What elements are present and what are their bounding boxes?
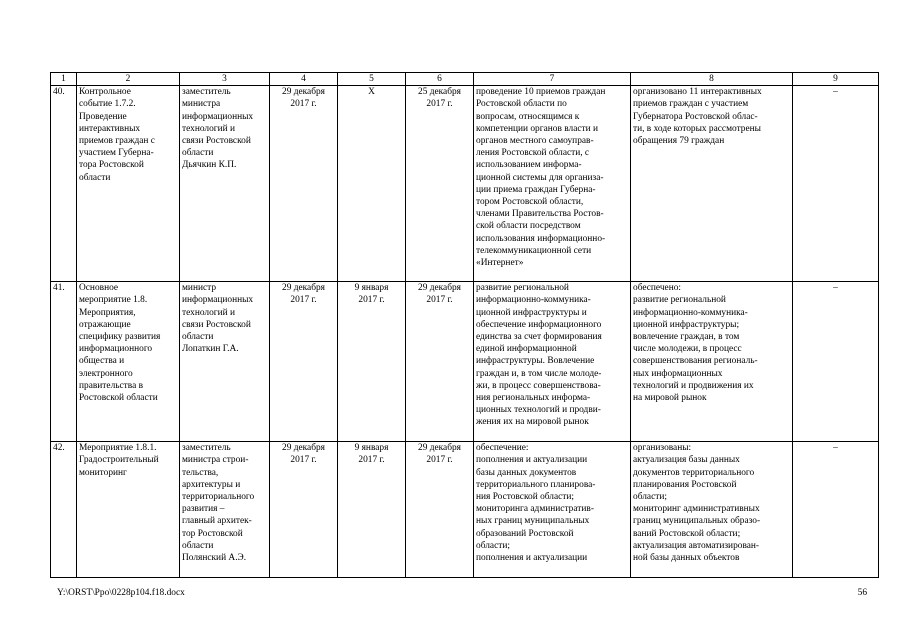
event-name: Основное мероприятие 1.8. Мероприятия, отражающие специфику развития информационного общества и электронного правительства в Ростовской области: [77, 282, 180, 442]
row-number: 41.: [51, 282, 77, 442]
report-table: [50, 72, 879, 578]
achieved-result: организованы: актуализация базы данных документов территориального планирования Ростовской области; мониторинг административных границ муниципальных образо- ваний Ростовской области; актуализация автоматизирован- ной базы данных объектов: [631, 442, 793, 578]
page-number: 56: [857, 588, 867, 598]
responsible-person: министр информационных технологий и связи Ростовской области Лопаткин Г.А.: [180, 282, 270, 442]
start-date: 9 января 2017 г.: [338, 282, 406, 442]
achieved-result: организовано 11 интерактивных приемов граждан с участием Губернатора Ростовской облас- ти, в ходе которых рассмотрены обращения 79 граждан: [631, 86, 793, 282]
column-number: 2: [77, 73, 180, 86]
table-row: [51, 282, 879, 442]
responsible-person: заместитель министра информационных технологий и связи Ростовской области Дьячкин К.П.: [180, 86, 270, 282]
start-date: 9 января 2017 г.: [338, 442, 406, 578]
column-number: 9: [793, 73, 879, 86]
expected-result: проведение 10 приемов граждан Ростовской области по вопросам, относящимся к компетенции органов власти и органов местного самоуправ- ления Ростовской области, с использованием информа- ционной системы для организа- ции приема граждан Губерна- тором Ростовской области, членами Правительства Ростов- ской области посредством использования информационно- телекоммуникационной сети «Интернет»: [474, 86, 631, 282]
expected-result: обеспечение: пополнения и актуализации базы данных документов территориального планирова- ния Ростовской области; мониторинга административ- ных границ муниципальных образований Ростовской области; пополнения и актуализации: [474, 442, 631, 578]
column-number-row: [51, 73, 879, 86]
responsible-person: заместитель министра строи- тельства, архитектуры и территориального развития – главный архитек- тор Ростовской области Полянский А.Э.: [180, 442, 270, 578]
event-name: Мероприятие 1.8.1. Градостроительный мониторинг: [77, 442, 180, 578]
fact-date: 29 декабря 2017 г.: [406, 442, 474, 578]
reasons: –: [793, 86, 879, 282]
row-number: 42.: [51, 442, 77, 578]
plan-date: 29 декабря 2017 г.: [270, 282, 338, 442]
column-number: 7: [474, 73, 631, 86]
reasons: –: [793, 442, 879, 578]
achieved-result: обеспечено: развитие региональной информационно-коммуника- ционной инфраструктуры; вовлечение граждан, в том числе молодежи, в процесс совершенствования региональ- ных информационных технологий и продвижения их на мировой рынок: [631, 282, 793, 442]
plan-date: 29 декабря 2017 г.: [270, 86, 338, 282]
column-number: 4: [270, 73, 338, 86]
table-row: [51, 86, 879, 282]
expected-result: развитие региональной информационно-коммуника- ционной инфраструктуры и обеспечение информационного единства за счет формирования единой информационной инфраструктуры. Вовлечение граждан и, в том числе молоде- жи, в процесс совершенствова- ния региональных информа- ционных технологий и продви- жения их на мировой рынок: [474, 282, 631, 442]
column-number: 8: [631, 73, 793, 86]
start-date: Х: [338, 86, 406, 282]
event-name: Контрольное событие 1.7.2. Проведение интерактивных приемов граждан с участием Губерна- тора Ростовской области: [77, 86, 180, 282]
reasons: –: [793, 282, 879, 442]
fact-date: 29 декабря 2017 г.: [406, 282, 474, 442]
column-number: 5: [338, 73, 406, 86]
column-number: 1: [51, 73, 77, 86]
column-number: 3: [180, 73, 270, 86]
table-row: [51, 442, 879, 578]
file-path: Y:\ORST\Ppo\0228p104.f18.docx: [57, 588, 185, 598]
plan-date: 29 декабря 2017 г.: [270, 442, 338, 578]
column-number: 6: [406, 73, 474, 86]
fact-date: 25 декабря 2017 г.: [406, 86, 474, 282]
row-number: 40.: [51, 86, 77, 282]
